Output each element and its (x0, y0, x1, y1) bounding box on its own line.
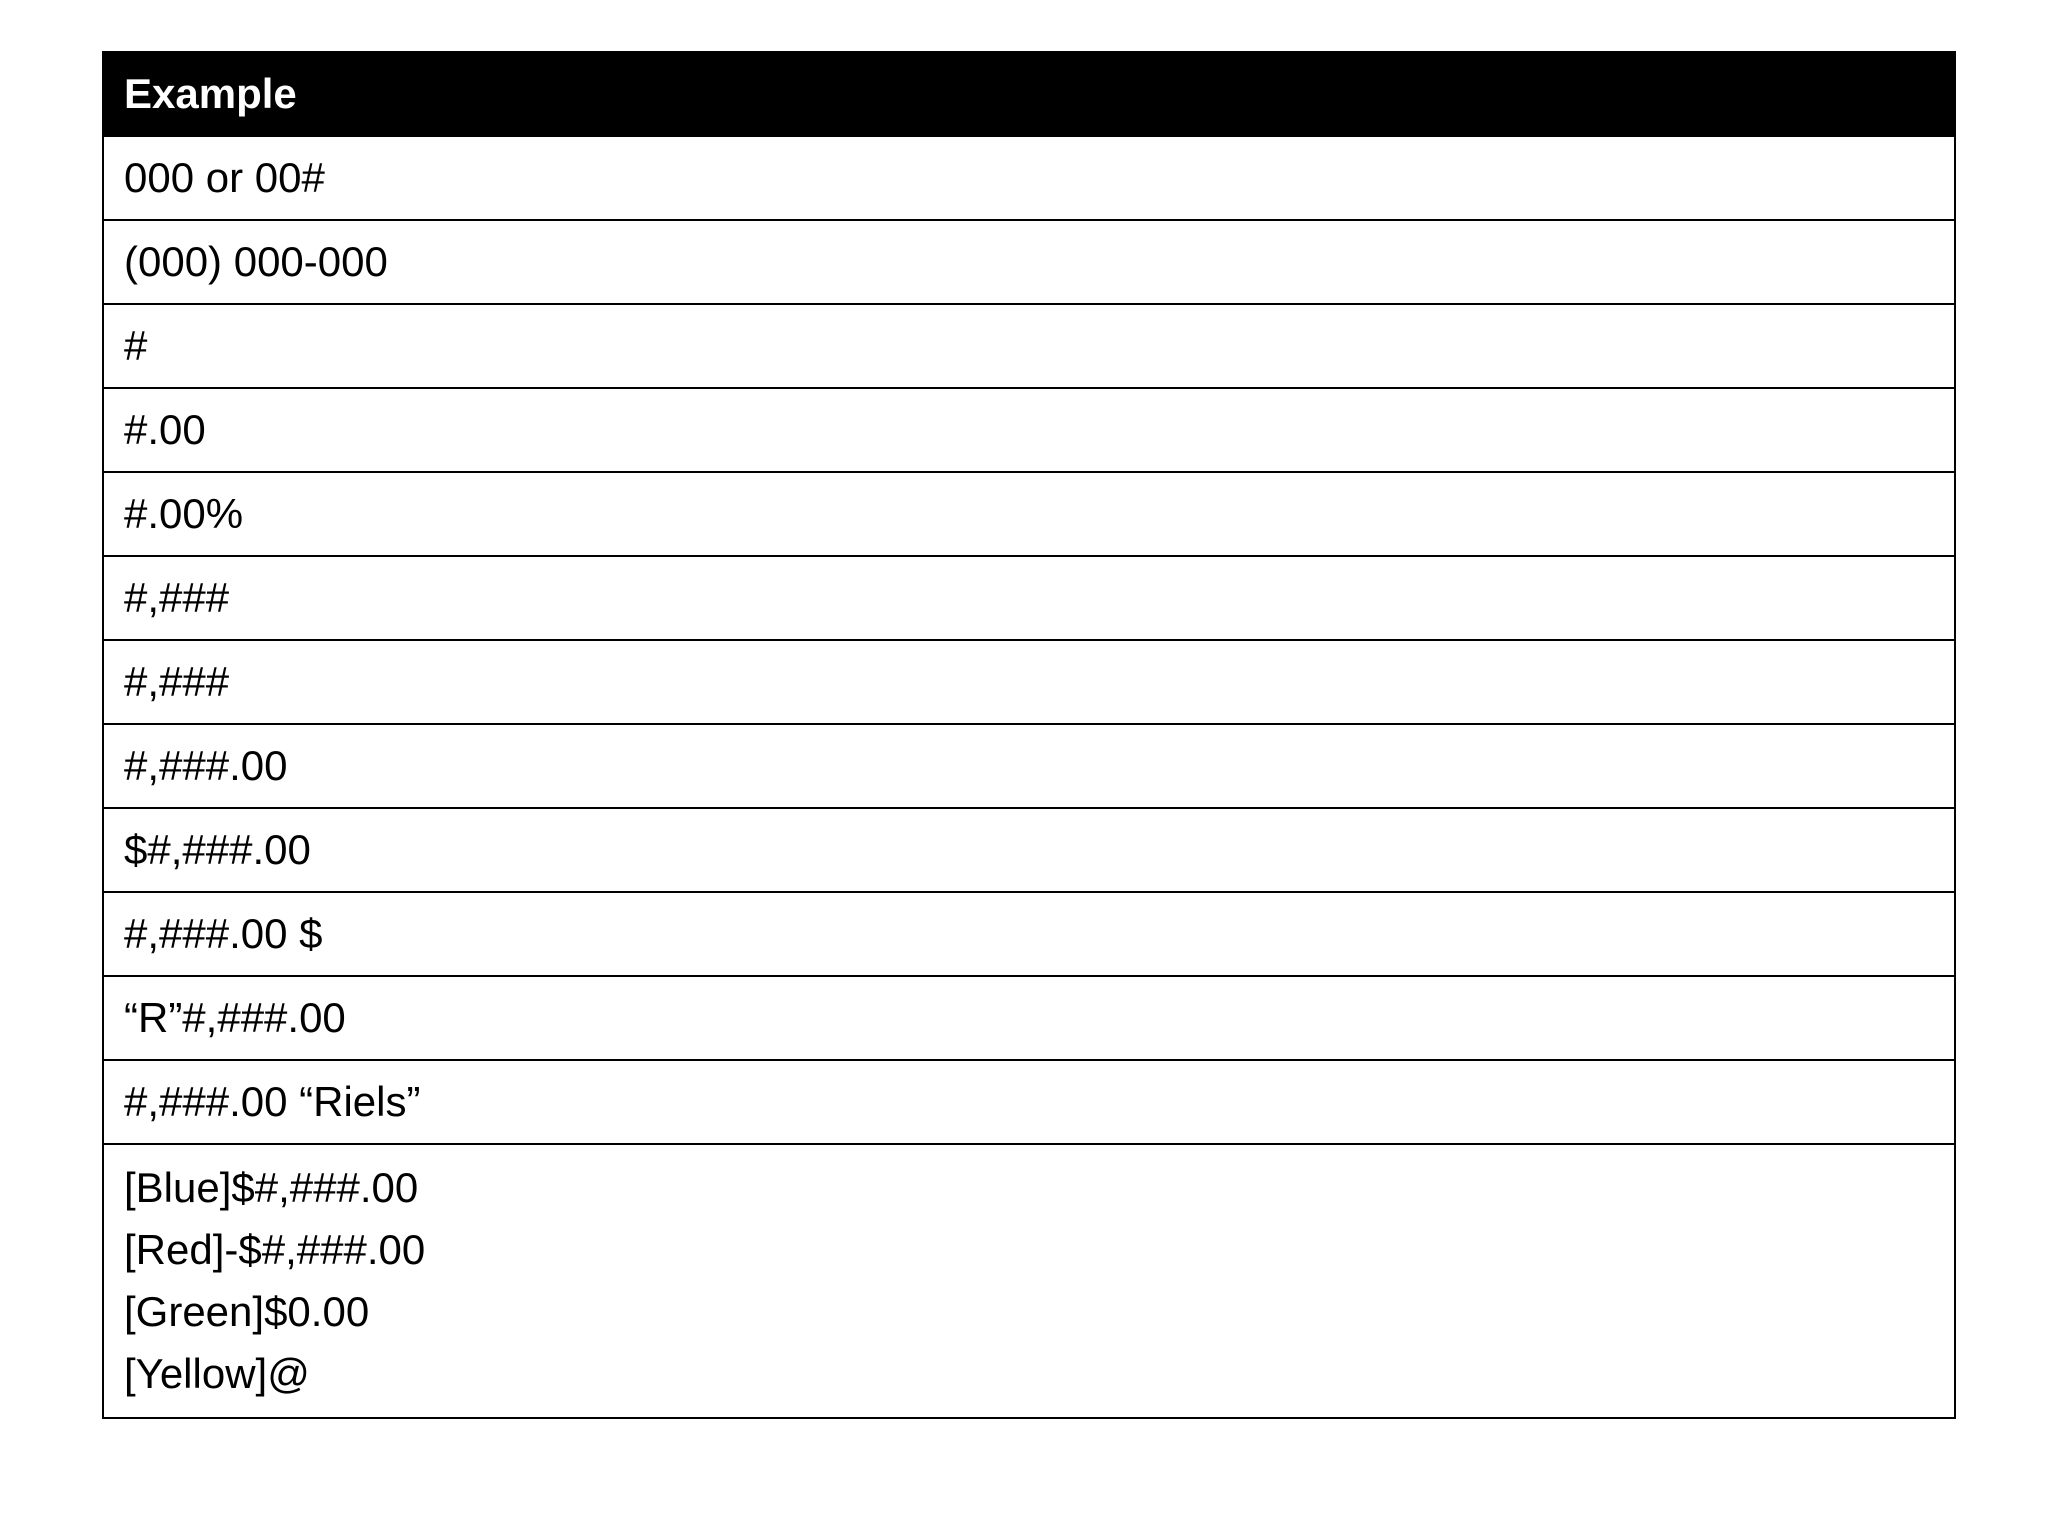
table-cell: #,###.00 $ (103, 892, 1955, 976)
table-cell-color-formats (103, 1144, 1955, 1418)
table-cell: #.00% (103, 472, 1955, 556)
table-cell: #.00 (103, 388, 1955, 472)
table-cell: #,###.00 “Riels” (103, 1060, 1955, 1144)
table-cell: #,###.00 (103, 724, 1955, 808)
format-line-green: [Green]$0.00 (124, 1288, 370, 1335)
table-row (103, 1060, 1955, 1144)
table-row (103, 472, 1955, 556)
table-cell: $#,###.00 (103, 808, 1955, 892)
table-cell: #,### (103, 556, 1955, 640)
format-line-yellow: [Yellow]@ (124, 1350, 310, 1397)
table-row (103, 556, 1955, 640)
table-row (103, 136, 1955, 220)
table-cell: # (103, 304, 1955, 388)
table-header-row (103, 52, 1955, 136)
table-cell: “R”#,###.00 (103, 976, 1955, 1060)
table-row (103, 220, 1955, 304)
table-row (103, 892, 1955, 976)
table-row (103, 724, 1955, 808)
table-cell: #,### (103, 640, 1955, 724)
table-cell: (000) 000-000 (103, 220, 1955, 304)
table-row (103, 976, 1955, 1060)
format-examples-table (102, 51, 1956, 1419)
table-row-multiline (103, 1144, 1955, 1418)
column-header-example: Example (103, 52, 1955, 136)
format-line-blue: [Blue]$#,###.00 (124, 1164, 419, 1211)
table-row (103, 388, 1955, 472)
table-row (103, 808, 1955, 892)
table-cell: 000 or 00# (103, 136, 1955, 220)
format-line-red: [Red]-$#,###.00 (124, 1226, 426, 1273)
table-row (103, 640, 1955, 724)
table-row (103, 304, 1955, 388)
